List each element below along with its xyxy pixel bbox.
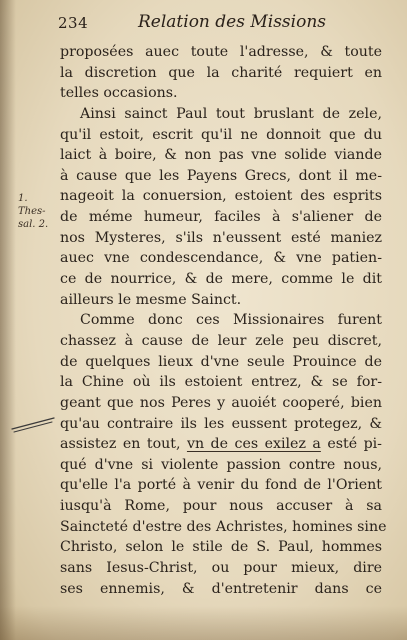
page-header <box>58 10 388 36</box>
text-line: nos Mysteres, s'ils n'eussent esté maniez <box>60 229 382 246</box>
text-line: ailleurs le mesme Sainct. <box>60 291 242 308</box>
margin-note <box>18 192 58 231</box>
text-line: la discretion que la charité requiert en <box>60 64 382 81</box>
text-line: de quelques lieux d'vne seule Prouince de <box>60 353 382 370</box>
running-title: Relation des Missions <box>138 12 326 32</box>
text-line: assistez en tout, vn de ces exilez a esté pi- <box>60 436 382 453</box>
text-line: proposées auec toute l'adresse, & toute <box>60 44 382 60</box>
text-line: chassez à cause de leur zele peu discret, <box>60 332 382 349</box>
text-line: nageoit la conuersion, estoient des esprits <box>60 188 382 205</box>
text-line: Ainsi sainct Paul tout bruslant de zele, <box>80 105 382 122</box>
text-line: qué d'vne si violente passion contre nous, <box>60 456 382 473</box>
text-line: auec vne condescendance, & vne patien- <box>60 250 382 267</box>
margin-note-line-2: sal. 2. <box>18 219 49 230</box>
page-bottom-edge <box>0 606 407 640</box>
text-line: laict à boire, & non pas vne solide viande <box>60 147 382 164</box>
text-line: iusqu'à Rome, pour nous accuser à sa <box>60 498 382 515</box>
text-line: qu'au contraire ils les eussent protegez, & <box>60 415 382 432</box>
text-line: Saincteté d'estre des Achristes, homines sine <box>60 518 387 535</box>
text-line: ce de nourrice, & de mere, comme le dit <box>60 271 382 288</box>
text-line: la Chine où ils estoient entrez, & se for- <box>60 374 382 391</box>
text-line: ses ennemis, & d'entretenir dans ce <box>60 580 382 597</box>
margin-note-line-1: 1. Thes- <box>18 193 46 217</box>
text-line: à cause que les Payens Grecs, dont il me- <box>60 167 382 184</box>
body-text <box>60 42 387 599</box>
ink-mark-icon <box>10 414 56 434</box>
text-line: Comme donc ces Missionaires furent <box>80 312 382 329</box>
underlined-phrase: vn de ces exilez a <box>186 436 321 453</box>
text-line: telles occasions. <box>60 85 178 102</box>
text-line: geant que nos Peres y auoiét cooperé, bien <box>60 394 382 411</box>
text-line: qu'il estoit, escrit qu'il ne donnoit que du <box>60 126 382 143</box>
text-line: de méme humeur, faciles à s'aliener de <box>60 209 382 226</box>
text-line: sans Iesus-Christ, ou pour mieux, dire <box>60 560 382 577</box>
spine-shadow <box>0 0 16 640</box>
page-number: 234 <box>58 14 89 32</box>
text-line: qu'elle l'a porté à venir du fond de l'Orient <box>60 477 382 494</box>
text-line: Christo, selon le stile de S. Paul, hommes <box>60 539 382 556</box>
